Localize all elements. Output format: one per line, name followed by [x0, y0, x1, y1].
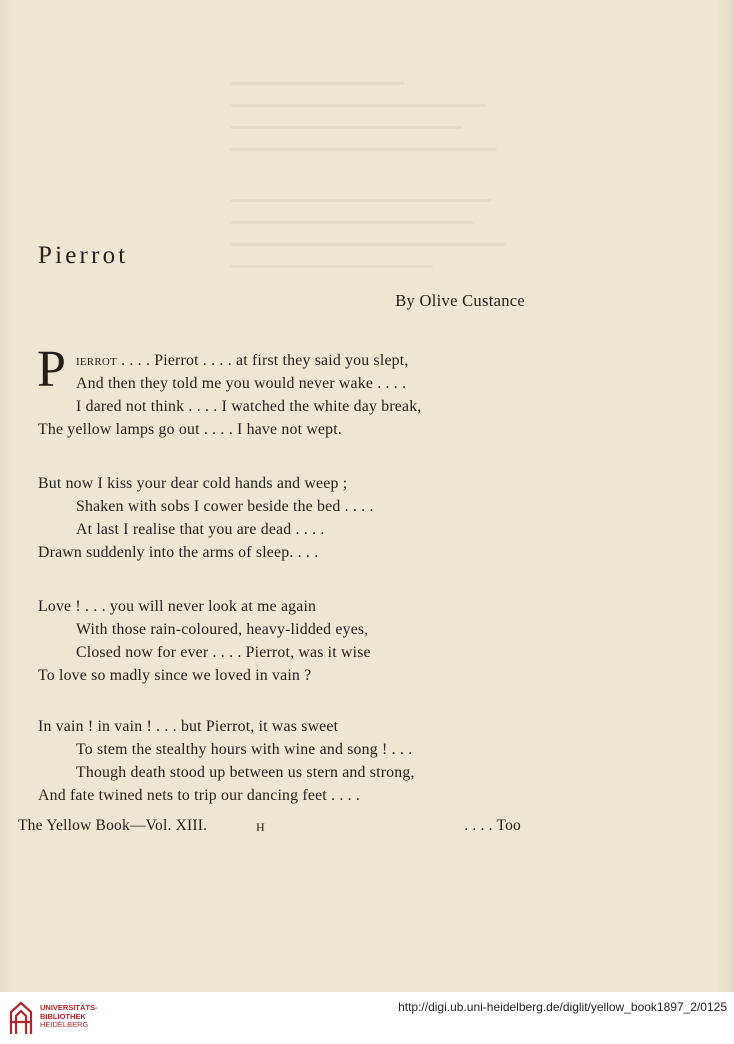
poem-line: The yellow lamps go out . . . . I have not wept.: [38, 421, 342, 438]
poem-line: And then they told me you would never wake . . . .: [76, 375, 407, 392]
drop-cap: P: [37, 341, 66, 398]
poem-line: To love so madly since we loved in vain ?: [38, 667, 312, 684]
poem-line: In vain ! in vain ! . . . but Pierrot, it was sweet: [38, 718, 339, 735]
footer-catchword: . . . . Too: [464, 817, 521, 834]
poem-line: Drawn suddenly into the arms of sleep. . . .: [38, 544, 319, 561]
poem-line: At last I realise that you are dead . . . .: [76, 521, 325, 538]
poem-title: Pierrot: [38, 242, 129, 269]
footer-book-volume: The Yellow Book—Vol. XIII.: [18, 817, 208, 834]
library-name[interactable]: [40, 1004, 98, 1030]
poem-line: With those rain-coloured, heavy-lidded eyes,: [76, 621, 369, 638]
first-word-smallcaps: ierrot: [76, 352, 117, 369]
source-url-link[interactable]: http://digi.ub.uni-heidelberg.de/diglit/yellow_book1897_2/0125: [398, 1000, 727, 1014]
poem-line: I dared not think . . . . I watched the white day break,: [76, 398, 422, 415]
poem-line: Love ! . . . you will never look at me again: [38, 598, 317, 615]
poem-line: Shaken with sobs I cower beside the bed . . . .: [76, 498, 374, 515]
library-name-line2: BIBLIOTHEK: [40, 1011, 86, 1021]
library-name-line3: HEIDELBERG: [40, 1020, 89, 1030]
library-name-line1: UNIVERSITÄTS-: [40, 1003, 98, 1012]
poem-line: Closed now for ever . . . . Pierrot, was it wise: [76, 644, 371, 661]
poem-line: Though death stood up between us stern and strong,: [76, 764, 415, 781]
poem-line: [76, 351, 409, 371]
poem-line: And fate twined nets to trip our dancing feet . . . .: [38, 787, 361, 804]
footer-signature-mark: H: [256, 820, 266, 834]
poem-line: To stem the stealthy hours with wine and song ! . . .: [76, 741, 413, 758]
poem-author: By Olive Custance: [395, 291, 525, 310]
poem-line-text: . . . . Pierrot . . . . at first they said you slept,: [116, 352, 409, 369]
ub-heidelberg-logo-icon[interactable]: [8, 1000, 34, 1036]
poem-line: But now I kiss your dear cold hands and weep ;: [38, 475, 348, 492]
